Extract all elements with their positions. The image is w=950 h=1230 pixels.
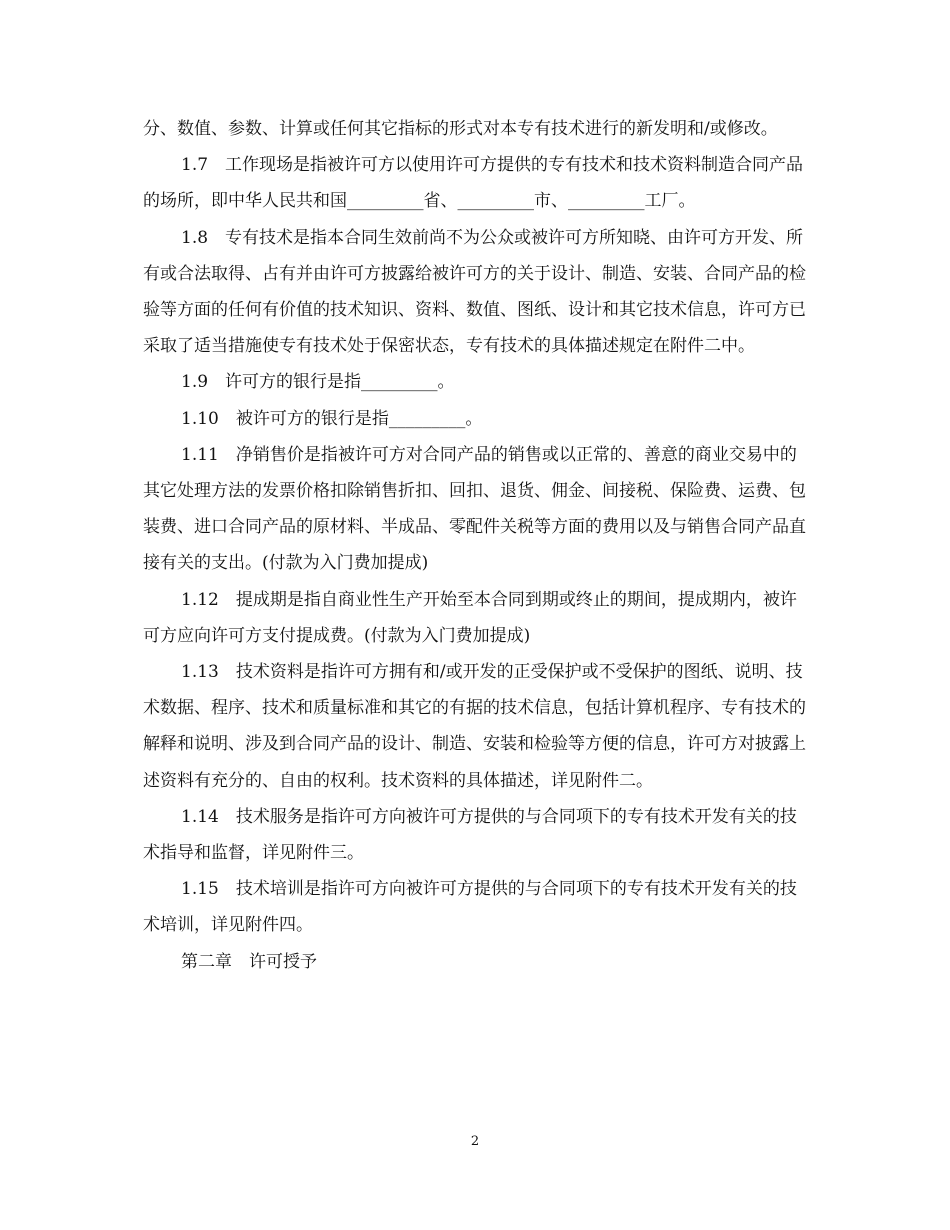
paragraph-1-15-technical-training: 1.15 技术培训是指许可方向被许可方提供的与合同项下的专有技术开发有关的技术培训，详见附件四。 [143, 879, 797, 936]
page-number: 2 [470, 1134, 480, 1149]
paragraph-1-10-licensee-bank: 1.10 被许可方的银行是指_________。 [181, 408, 483, 429]
paragraph-1-12-royalty-period: 1.12 提成期是指自商业性生产开始至本合同到期或终止的期间，提成期内，被许可方应向许可方支付提成费。(付款为入门费加提成) [143, 589, 797, 646]
paragraph-1-11-net-selling-price: 1.11 净销售价是指被许可方对合同产品的销售或以正常的、善意的商业交易中的其它处理方法的发票价格扣除销售折扣、回扣、退货、佣金、间接税、保险费、运费、包装费、进口合同产品的原材料、半成品、零配件关税等方面的费用以及与销售合同产品直接有关的支出。(付款为入门费加提成) [143, 444, 806, 574]
document-body [143, 111, 807, 980]
paragraph-1-7-work-site: 1.7 工作现场是指被许可方以使用许可方提供的专有技术和技术资料制造合同产品的场所，即中华人民共和国_________省、_________市、_________工厂。 [143, 155, 804, 212]
paragraph-1-14-technical-service: 1.14 技术服务是指许可方向被许可方提供的与合同项下的专有技术开发有关的技术指导和监督，详见附件三。 [143, 806, 797, 864]
paragraph-1-8-know-how: 1.8 专有技术是指本合同生效前尚不为公众或被许可方所知晓、由许可方开发、所有或合法取得、占有并由许可方披露给被许可方的关于设计、制造、安装、合同产品的检验等方面的任何有价值的技术知识、资料、数值、图纸、设计和其它技术信息，许可方已采取了适当措施使专有技术处于保密状态，专有技术的具体描述规定在附件二中。 [143, 227, 806, 357]
paragraph-1-13-technical-documentation: 1.13 技术资料是指许可方拥有和/或开发的正受保护或不受保护的图纸、说明、技术数据、程序、技术和质量标准和其它的有据的技术信息，包括计算机程序、专有技术的解释和说明、涉及到合同产品的设计、制造、安装和检验等方便的信息，许可方对披露上述资料有充分的、自由的权利。技术资料的具体描述，详见附件二。 [143, 662, 806, 791]
paragraph-continuation: 分、数值、参数、计算或任何其它指标的形式对本专有技术进行的新发明和/或修改。 [143, 119, 778, 139]
chapter-heading: 第二章 许可授予 [181, 951, 317, 972]
paragraph-1-9-licensor-bank: 1.9 许可方的银行是指_________。 [181, 372, 455, 393]
